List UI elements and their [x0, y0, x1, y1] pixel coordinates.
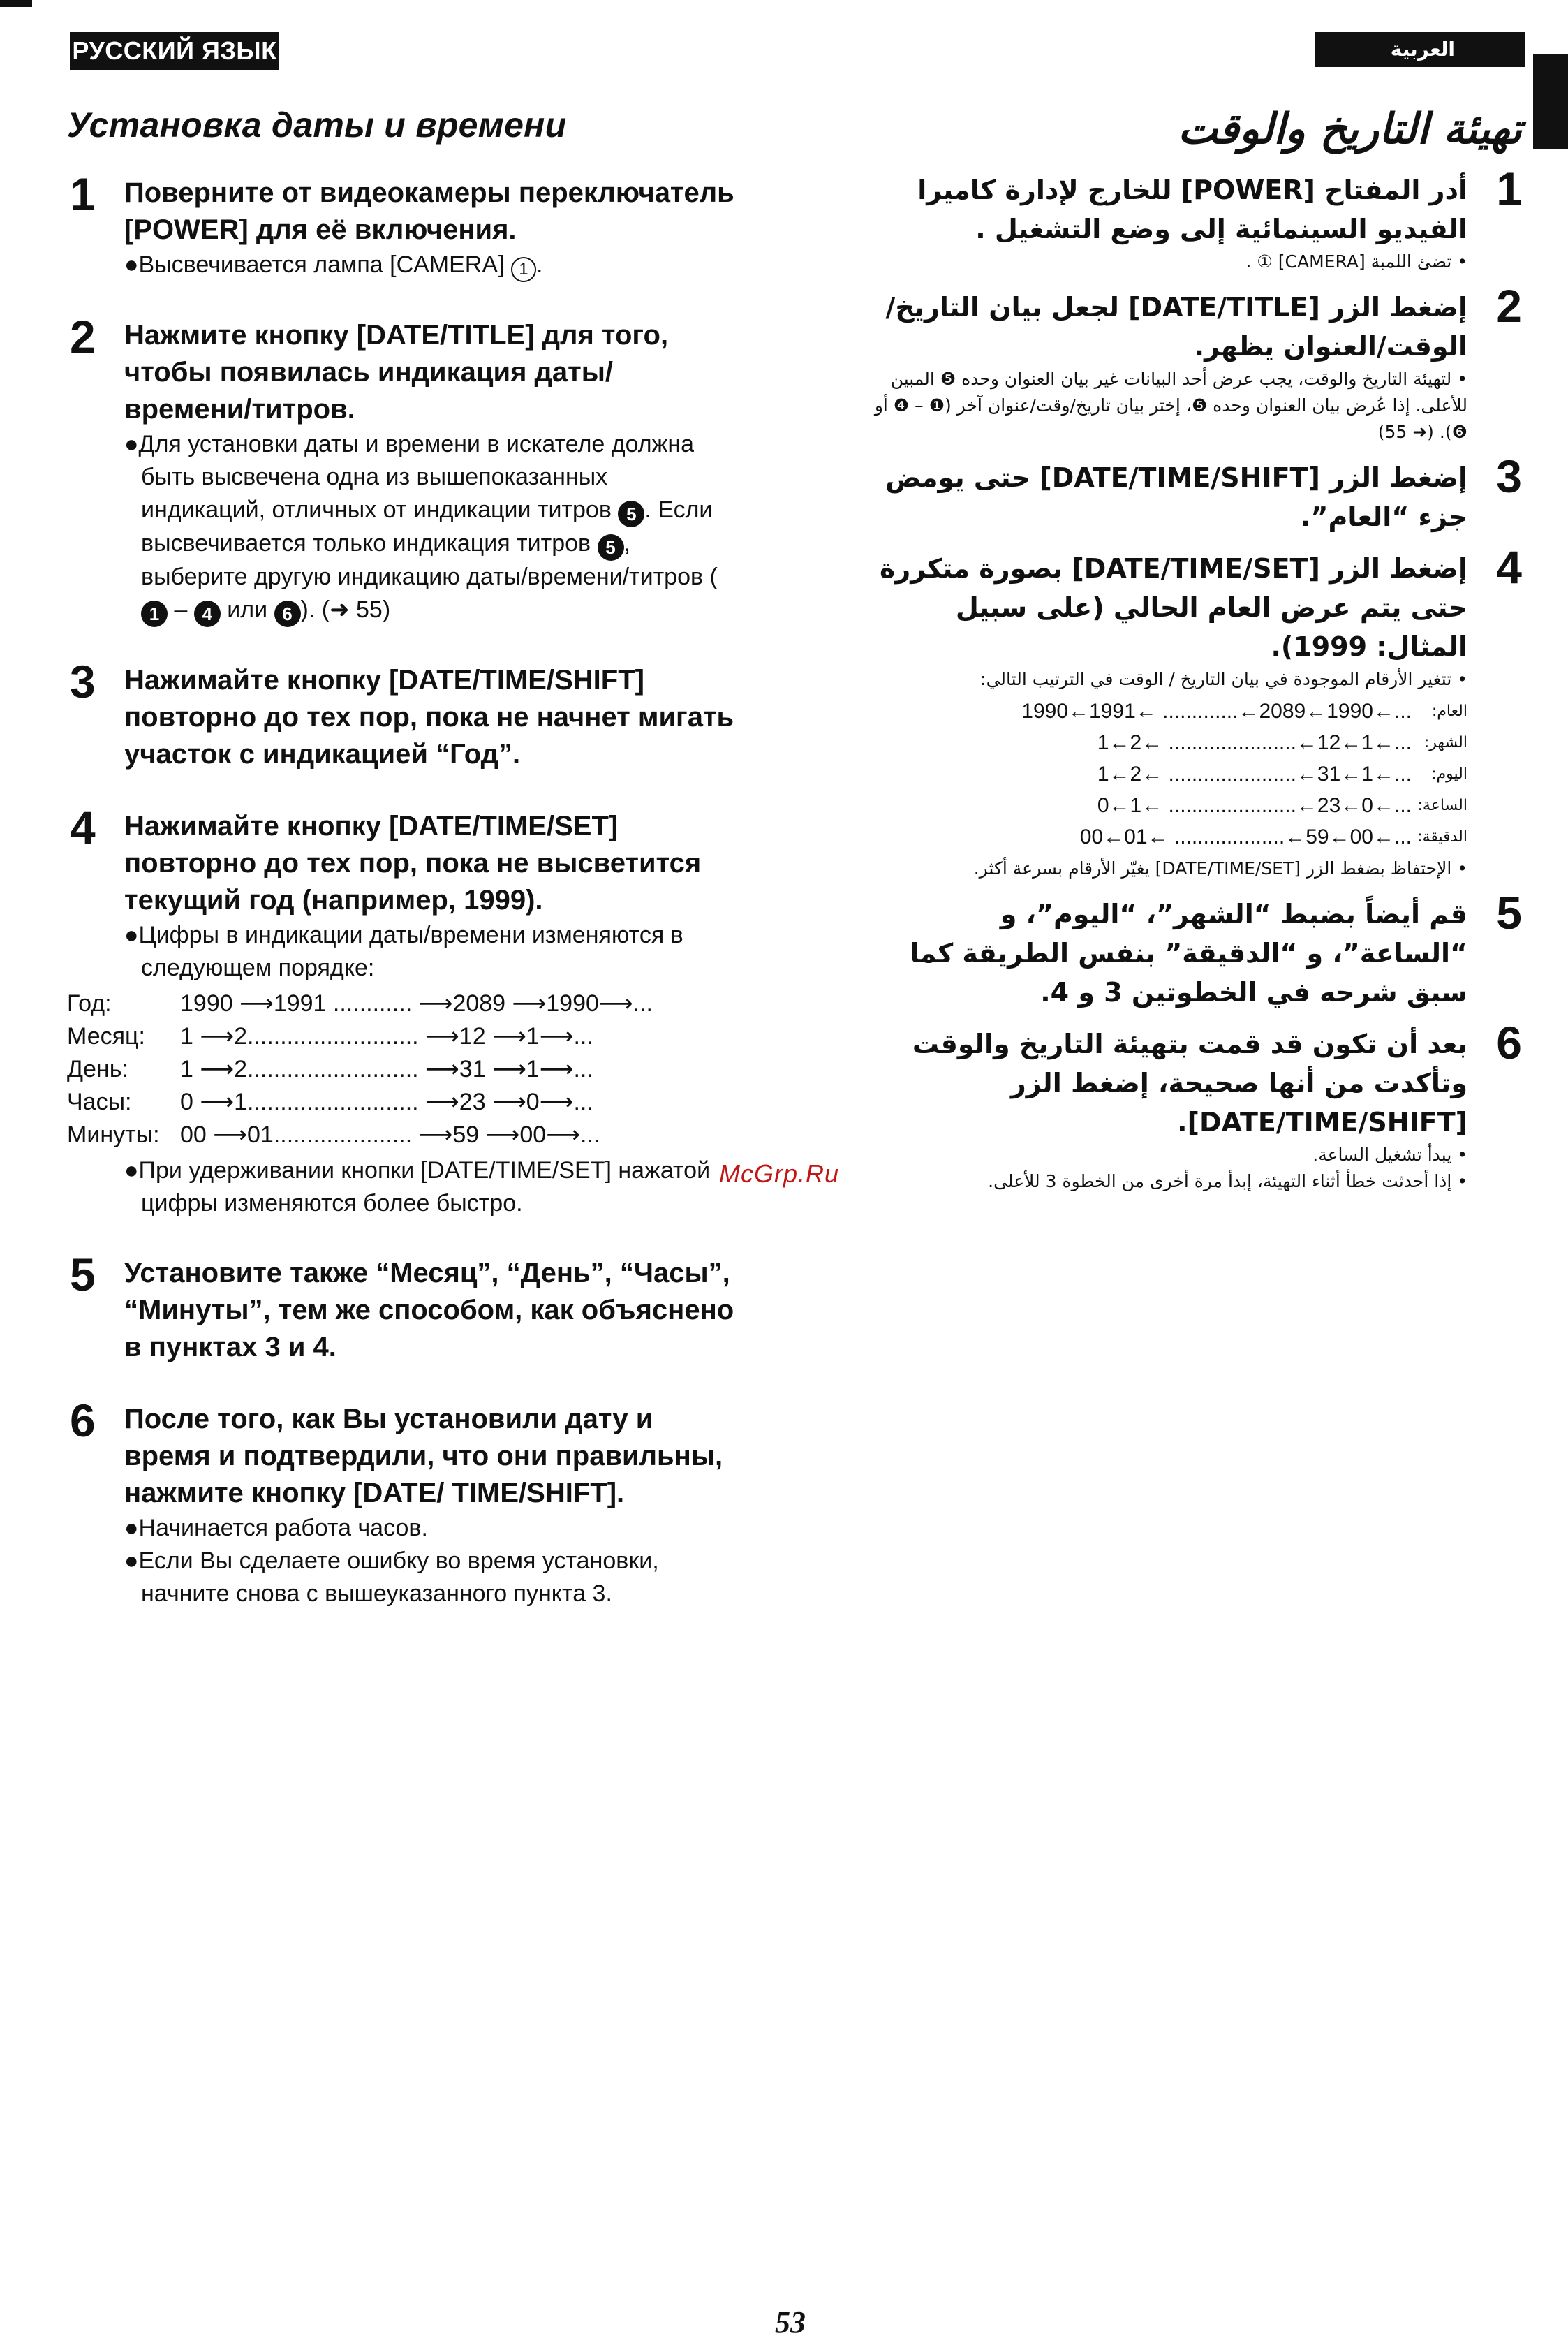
sequence-row: [67, 1020, 737, 1053]
step-number: 1: [70, 168, 96, 220]
ru-step-1: [67, 168, 737, 282]
sequence-label: Месяц:: [67, 1023, 145, 1050]
sequence-value: 0 ⟶1.......................... ⟶23 ⟶0⟶...: [180, 1089, 593, 1115]
sequence-label: الساعة:: [1417, 797, 1467, 814]
bullet-text: (: [709, 564, 718, 590]
circled-number-icon: 1: [511, 257, 536, 282]
step-number: 3: [1496, 450, 1522, 502]
step-heading: إضغط الزر [DATE/TIME/SHIFT] حتى يومض جزء “العام”.: [885, 462, 1467, 532]
step-bullet: • يبدأ تشغيل الساعة.: [1312, 1145, 1467, 1165]
ar-step-2: [859, 280, 1522, 446]
ru-step-4: [67, 802, 737, 1220]
sequence-label: العام:: [1431, 703, 1467, 720]
sequence-value: 00 ⟶01..................... ⟶59 ⟶00⟶...: [180, 1122, 600, 1148]
bullet-text: ●Высвечивается лампа [CAMERA]: [124, 251, 505, 278]
sequence-label: اليوم:: [1431, 765, 1467, 783]
sequence-row: [859, 696, 1467, 727]
sequence-row: [67, 1119, 737, 1152]
bullet-text: . Если высвечивается только индикация титров: [141, 497, 713, 557]
page-title-arabic: تهيئة التاريخ والوقت: [1178, 105, 1522, 154]
page-edge-tab: [1533, 54, 1568, 149]
step-number: 6: [70, 1395, 96, 1446]
sequence-row: [859, 790, 1467, 821]
step-heading: Нажимайте кнопку [DATE/TIME/SHIFT] повторно до тех пор, пока не начнет мигать участок с индикацией “Год”.: [124, 665, 734, 770]
filled-number-6-icon: 6: [274, 601, 301, 627]
language-badge-arabic: العربية: [1315, 32, 1525, 67]
step-number: 6: [1496, 1017, 1522, 1068]
ar-step-6: [859, 1017, 1522, 1195]
corner-mark: [0, 0, 32, 7]
sequence-row: [67, 1086, 737, 1119]
ar-step-1: [859, 163, 1522, 275]
sequence-row: [859, 758, 1467, 790]
sequence-label: Год:: [67, 990, 112, 1017]
ru-step-2: [67, 311, 737, 627]
step-heading: Нажмите кнопку [DATE/TITLE] для того, чтобы появилась индикация даты/ времени/титров.: [124, 320, 669, 425]
bullet-text: –: [168, 596, 194, 623]
bullet-text: или: [220, 596, 274, 623]
sequence-row: [67, 987, 737, 1020]
bullet-text: ●Для установки даты и времени в искателе должна быть высвечена одна из вышепоказанных индикаций, отличных от индикации титров: [124, 431, 695, 523]
sequence-label: الدقيقة:: [1417, 828, 1467, 846]
step-bullet: • تضئ اللمبة [CAMERA] ① .: [1245, 251, 1467, 272]
sequence-value: ...←1←12←...................... ←2←1: [1097, 731, 1412, 754]
sequence-table: [67, 987, 737, 1152]
sequence-row: [67, 1053, 737, 1086]
sequence-value: ...←00←59←................... ←01←00: [1079, 825, 1412, 848]
step-heading: بعد أن تكون قد قمت بتهيئة التاريخ والوقت وتأكدت من أنها صحيحة، إضغط الزر [DATE/TIME/SHIFT].: [912, 1029, 1467, 1138]
filled-number-5-icon: 5: [598, 534, 624, 561]
language-badge-russian: РУССКИЙ ЯЗЫК: [70, 32, 279, 70]
russian-column: [67, 105, 737, 1645]
step-heading: Нажимайте кнопку [DATE/TIME/SET] повторно до тех пор, пока не высветится текущий год (например, 1999).: [124, 811, 702, 916]
step-number: 1: [1496, 163, 1522, 214]
arabic-column: [859, 105, 1522, 1207]
watermark-text: McGrp.Ru: [719, 1159, 840, 1188]
ru-step-3: [67, 656, 737, 773]
step-number: 3: [70, 656, 96, 707]
step-number: 2: [1496, 280, 1522, 332]
sequence-table: [859, 696, 1467, 853]
step-bullet: ●Если Вы сделаете ошибку во время установки, начните снова с вышеуказанного пункта 3.: [124, 1548, 659, 1607]
sequence-label: الشهر:: [1423, 734, 1467, 751]
step-number: 4: [1496, 541, 1522, 593]
step-heading: После того, как Вы установили дату и время и подтвердили, что они правильны, нажмите кнопку [DATE/ TIME/SHIFT].: [124, 1404, 723, 1508]
sequence-row: [859, 727, 1467, 758]
ar-step-3: [859, 450, 1522, 536]
page-number: 53: [775, 2305, 806, 2339]
step-bullet: ●Цифры в индикации даты/времени изменяются в следующем порядке:: [124, 922, 683, 981]
step-bullet: • الإحتفاظ بضغط الزر [DATE/TIME/SET] يغيّر الأرقام بسرعة أكثر.: [973, 858, 1467, 879]
step-number: 2: [70, 311, 96, 362]
sequence-label: День:: [67, 1056, 128, 1082]
step-bullet: [124, 428, 737, 627]
step-heading: أدر المفتاح [POWER] للخارج لإدارة كاميرا الفيديو السينمائية إلى وضع التشغيل .: [917, 175, 1467, 244]
step-number: 5: [70, 1249, 96, 1300]
sequence-value: ...←0←23←...................... ←1←0: [1097, 794, 1412, 817]
filled-number-1-icon: 1: [141, 601, 168, 627]
step-heading: إضغط الزر [DATE/TITLE] لجعل بيان التاريخ/ الوقت/العنوان يظهر.: [885, 292, 1467, 362]
filled-number-4-icon: 4: [194, 601, 221, 627]
step-bullet: • إذا أحدثت خطأ أثناء التهيئة، إبدأ مرة أخرى من الخطوة 3 للأعلى.: [988, 1171, 1467, 1191]
step-number: 4: [70, 802, 96, 853]
page-title-russian: Установка даты и времени: [67, 105, 567, 145]
ru-step-6: [67, 1395, 737, 1610]
step-bullet: ●Начинается работа часов.: [124, 1515, 428, 1541]
step-bullet: • لتهيئة التاريخ والوقت، يجب عرض أحد البيانات غير بيان العنوان وحده ❺ المبين للأعلى. إذا عُرض بيان العنوان وحده ❺، إختر بيان تاريخ/وقت/عنوان آخر (❶ – ❹ أو ❻). (➜ 55): [874, 369, 1467, 442]
sequence-value: 1 ⟶2.......................... ⟶31 ⟶1⟶...: [180, 1056, 593, 1082]
sequence-label: Часы:: [67, 1089, 132, 1115]
step-bullet: ●При удерживании кнопки [DATE/TIME/SET] нажатой цифры изменяются более быстро.: [124, 1157, 711, 1217]
step-bullet: ●Высвечивается лампа [CAMERA] 1 .: [124, 249, 737, 282]
sequence-label: Минуты:: [67, 1122, 160, 1148]
sequence-value: ...←1990←2089←............. ←1991←1990: [1021, 700, 1412, 723]
sequence-value: ...←1←31←...................... ←2←1: [1097, 763, 1412, 786]
filled-number-5-icon: 5: [618, 501, 644, 527]
ru-step-5: [67, 1249, 737, 1366]
sequence-value: 1990 ⟶1991 ............ ⟶2089 ⟶1990⟶...: [180, 990, 653, 1017]
sequence-value: 1 ⟶2.......................... ⟶12 ⟶1⟶...: [180, 1023, 593, 1050]
bullet-text: , выберите другую индикацию даты/времени/титров: [141, 530, 704, 590]
step-heading: Поверните от видеокамеры переключатель [POWER] для её включения.: [124, 177, 734, 245]
bullet-text: ). (➜ 55): [300, 596, 391, 623]
step-bullet: • تتغير الأرقام الموجودة في بيان التاريخ / الوقت في الترتيب التالي:: [980, 669, 1467, 689]
step-number: 5: [1496, 887, 1522, 939]
ar-step-4: [859, 541, 1522, 882]
ar-step-5: [859, 887, 1522, 1012]
step-heading: Установите также “Месяц”, “День”, “Часы”, “Минуты”, тем же способом, как объяснено в пунктах 3 и 4.: [124, 1258, 734, 1362]
step-heading: إضغط الزر [DATE/TIME/SET] بصورة متكررة حتى يتم عرض العام الحالي (على سبيل المثال: 1999).: [879, 553, 1467, 662]
step-heading: قم أيضاً بضبط “الشهر”، “اليوم”، و “الساعة”، و “الدقيقة” بنفس الطريقة كما سبق شرحه في الخطوتين 3 و 4.: [910, 899, 1467, 1008]
sequence-row: [859, 821, 1467, 853]
